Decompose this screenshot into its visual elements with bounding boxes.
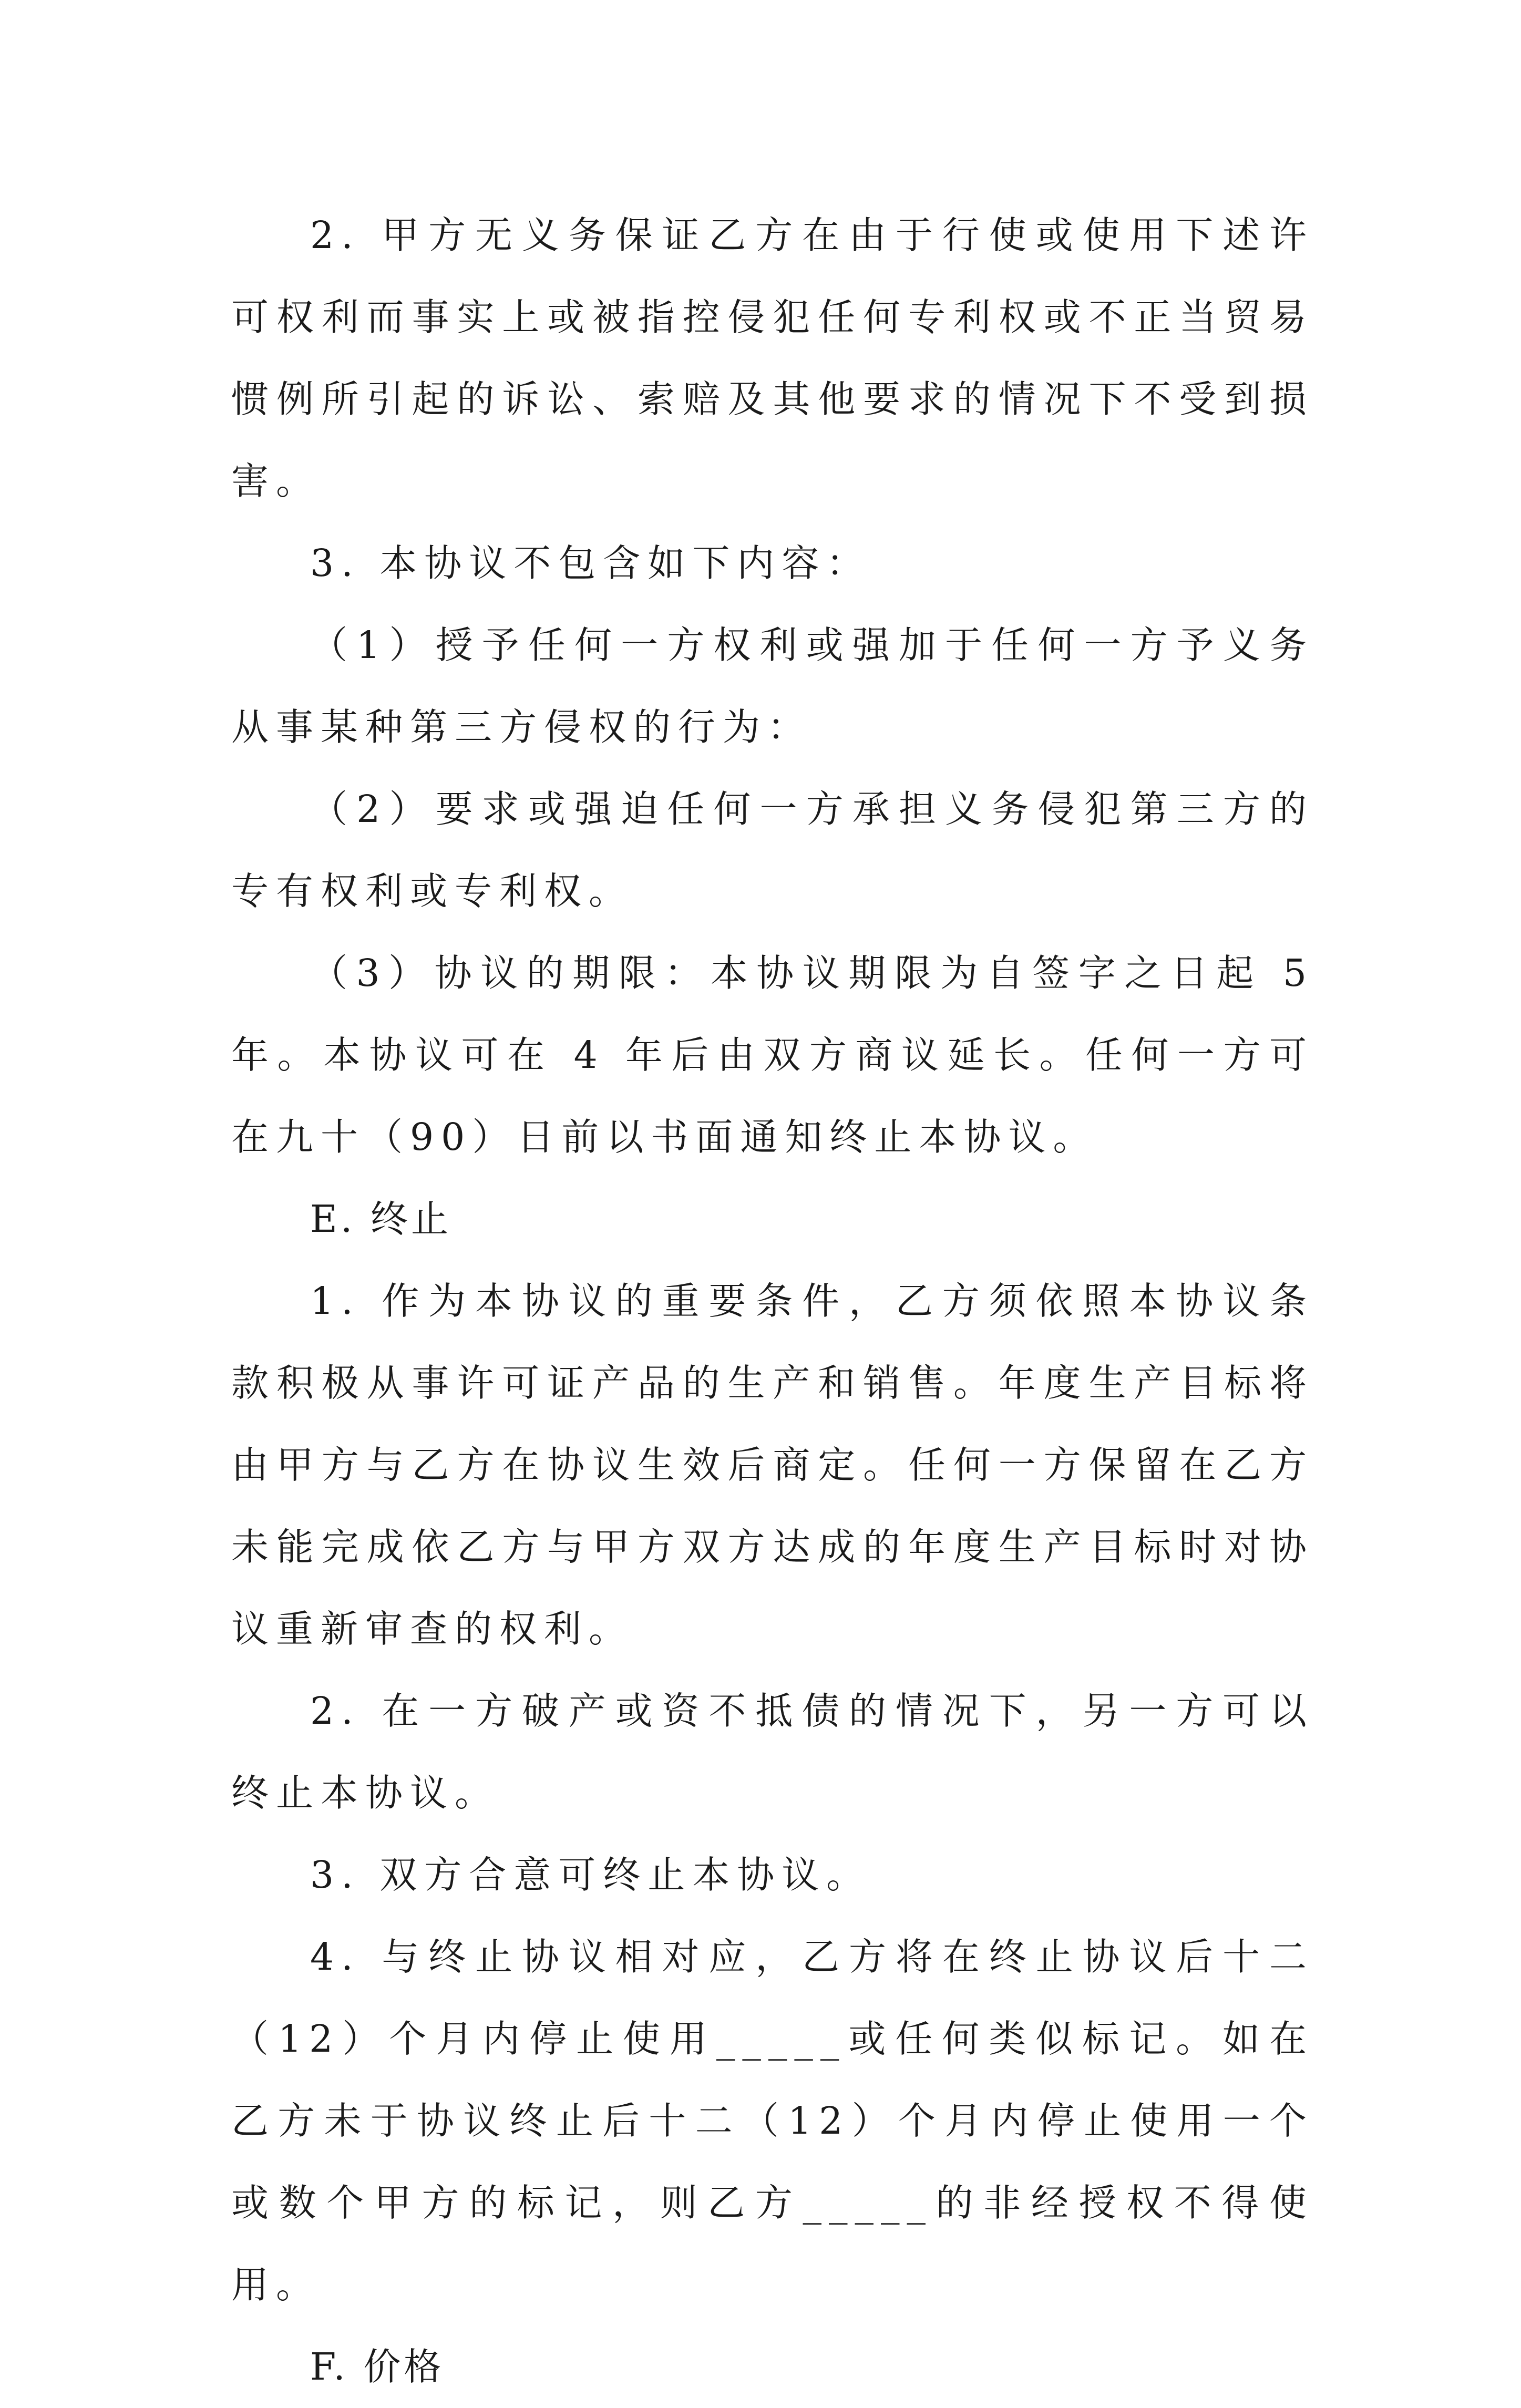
section-heading-termination: E. 终止: [310, 1197, 451, 1241]
paragraph-d3-item3: （3）协议的期限：本协议期限为自签字之日起 5 年。本协议可在 4 年后由双方商议延长。任何一方可在九十（90）日前以书面通知终止本协议。: [231, 951, 1314, 1159]
document-body: [231, 194, 1314, 2408]
paragraph-d3-item1: （1）授予任何一方权利或强加于任何一方予义务从事某种第三方侵权的行为：: [231, 623, 1314, 749]
paragraph-e1: 1. 作为本协议的重要条件，乙方须依照本协议条款积极从事许可证产品的生产和销售。年度生产目标将由甲方与乙方在协议生效后商定。任何一方保留在乙方未能完成依乙方与甲方双方达成的年度生产目标时对协议重新审查的权利。: [231, 1279, 1314, 1651]
paragraph-d3-item2: （2）要求或强迫任何一方承担义务侵犯第三方的专有权利或专利权。: [231, 787, 1314, 913]
paragraph-d3: 3. 本协议不包含如下内容：: [310, 541, 871, 585]
paragraph-e3: 3. 双方合意可终止本协议。: [310, 1853, 871, 1897]
paragraph-e4: 4. 与终止协议相对应，乙方将在终止协议后十二（12）个月内停止使用_____或任何类似标记。如在乙方未于协议终止后十二（12）个月内停止使用一个或数个甲方的标记，则乙方_____的非经授权不得使用。: [231, 1935, 1314, 2307]
paragraph-e2: 2. 在一方破产或资不抵债的情况下，另一方可以终止本协议。: [231, 1689, 1314, 1815]
paragraph-d2: 2. 甲方无义务保证乙方在由于行使或使用下述许可权利而事实上或被指控侵犯任何专利权或不正当贸易惯例所引起的诉讼、索赔及其他要求的情况下不受到损害。: [231, 213, 1314, 503]
section-heading-price: F. 价格: [310, 2345, 445, 2389]
